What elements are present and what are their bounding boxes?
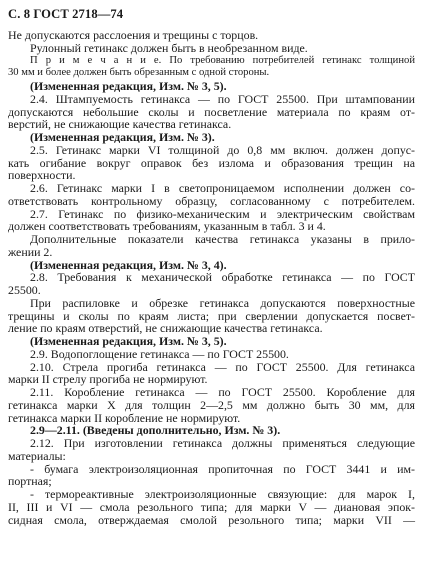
text-line: портная; (8, 474, 52, 489)
text-line: марки II стрелу прогиба не нормируют. (8, 372, 208, 387)
body-text (8, 29, 415, 526)
text-line: кать огибание вокруг оправок без излома и образования трещин на (8, 155, 415, 170)
text-line: (Измененная редакция, Изм. № 3, 4). (30, 257, 227, 272)
text-line: сидная смола, отверждаемая смолой резольного типа; марки VII — (8, 512, 415, 527)
text-line: ответствовать контрольному образцу, согласованному с потребителем. (8, 193, 415, 208)
text-line: 2.9. Водопоглощение гетинакса — по ГОСТ 25500. (30, 346, 289, 361)
text-line: (Измененная редакция, Изм. № 3, 5). (30, 334, 227, 348)
text-line: 2.10. Стрела прогиба гетинакса — по ГОСТ 25500. Для гетинакса (30, 359, 415, 374)
text-line: 2.6. Гетинакс марки I в светопроницаемом исполнении должен со- (30, 181, 415, 195)
text-line: Рулонный гетинакс должен быть в необрезанном виде. (30, 40, 308, 55)
text-line: Дополнительные показатели качества гетинакса указаны в прило- (30, 232, 415, 246)
text-line: материалы: (8, 448, 66, 463)
text-line: 2.12. При изготовлении гетинакса должны применяться следующие (30, 436, 415, 450)
text-line: При распиловке и обрезке гетинакса допускаются поверхностные (30, 295, 415, 310)
text-line: (Измененная редакция, Изм. № 3). (30, 130, 215, 144)
text-line: П р и м е ч а н и е. По требованию потребителей гетинакс толщиной (30, 54, 415, 66)
text-line: жении 2. (8, 244, 53, 259)
text-line: поверхности. (8, 168, 76, 183)
text-line: 2.11. Коробление гетинакса — по ГОСТ 25500. Коробление для (30, 385, 415, 399)
text-line: Не допускаются расслоения и трещины с торцов. (8, 28, 259, 42)
text-line: гетинакса марки II коробление не нормируют. (8, 410, 241, 425)
text-line: - термореактивные электроизоляционные связующие: для марок I, (30, 487, 415, 501)
text-line: трещины и сколы по краям листа; при сверлении допускается посвет- (8, 308, 415, 323)
text-line: 2.5. Гетинакс марки VI толщиной до 0,8 мм включ. должен допус- (30, 142, 415, 157)
text-line: 2.8. Требования к механической обработке гетинакса — по ГОСТ (30, 270, 415, 285)
text-line: ление по краям отверстий, не снижающие качества гетинакса. (8, 321, 323, 336)
text-line: гетинакса марки X для толщин 2—2,5 мм должно быть 30 мм, для (8, 397, 415, 412)
text-line: II, III и VI — смола резольного типа; для марки V — диановая эпок- (8, 499, 415, 514)
text-line: верстий, не снижающие качества гетинакса. (8, 117, 232, 132)
page-header: С. 8 ГОСТ 2718—74 (8, 7, 124, 21)
text-line: (Измененная редакция, Изм. № 3, 5). (30, 79, 227, 93)
text-line: - бумага электроизоляционная пропиточная по ГОСТ 3441 и им- (30, 461, 415, 476)
text-line: должен соответствовать требованиям, указанным в табл. 3 и 4. (8, 219, 326, 234)
text-line: 2.7. Гетинакс по физико-механическим и электрическим свойствам (30, 206, 415, 221)
text-line: 25500. (8, 283, 41, 297)
text-line: 30 мм и более должен быть обрезанным с одной стороны. (8, 67, 270, 79)
text-line: допускаются небольшие сколы и посветление материала по краям от- (8, 104, 415, 119)
text-line: 2.4. Штампуемость гетинакса — по ГОСТ 25500. При штамповании (30, 91, 415, 106)
text-line: 2.9—2.11. (Введены дополнительно, Изм. № 3). (30, 423, 281, 438)
